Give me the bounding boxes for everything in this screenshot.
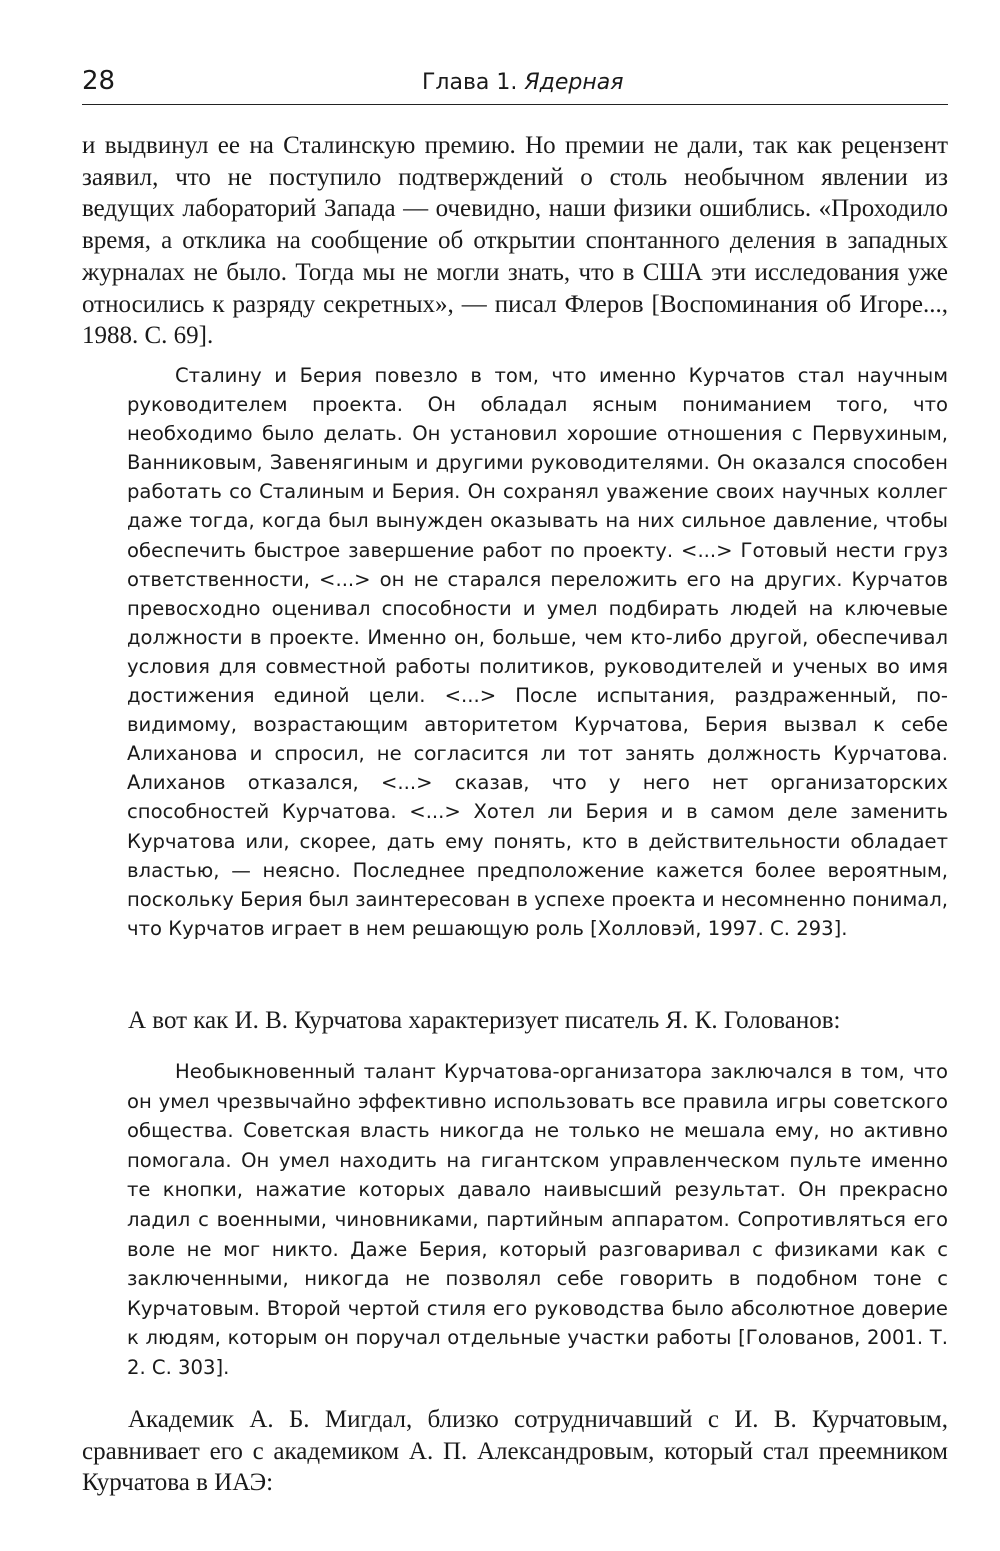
page-number: 28 xyxy=(82,66,116,96)
block-quote-golovanov: Необыкновенный талант Курчатова-организатора заключался в том, что он умел чрезвычайно эффективно использовать все правила игры советского общества. Советская власть никогда не только не мешала ему, но активно помогала. Он умел находить на гигантском управленческом пульте именно те кнопки, нажатие которых давало наивысший результат. Он прекрасно ладил с военными, чиновниками, партийным аппаратом. Сопротивляться его воле не мог никто. Даже Берия, который разговаривал с физиками как с заключенными, никогда не позволял себе говорить в подобном тоне с Курчатовым. Второй чертой стиля его руководства было абсолютное доверие к людям, которым он поручал отдельные участки работы [Голованов, 2001. Т. 2. С. 303]. xyxy=(127,1060,948,1379)
block-quote-holloway: Сталину и Берия повезло в том, что именно Курчатов стал научным руководителем проекта. Он обладал ясным пониманием того, что необходимо было делать. Он установил хорошие отношения с Первухиным, Ванниковым, Завенягиным и другими руководителями. Он оказался способен работать со Сталиным и Берия. Он сохранял уважение своих научных коллег даже тогда, когда был вынужден оказывать на них сильное давление, чтобы обеспечить быстрое завершение работ по проекту. <...> Готовый нести груз ответственности, <...> он не старался переложить его на других. Курчатов превосходно оценивал способности и умел подбирать людей на ключевые должности в проекте. Именно он, больше, чем кто-либо другой, обеспечивал условия для совместной работы политиков, руководителей и ученых во имя достижения единой цели. <...> После испытания, раздраженный, по-видимому, возрастающим авторитетом Курчатова, Берия вызвал к себе Алиханова и спросил, не согласится ли тот занять должность Курчатова. Алиханов отказался, <...> сказав, что у него нет организаторских способностей Курчатова. <...> Хотел ли Берия и в самом деле заменить Курчатова или, скорее, дать ему понять, кто в действительности обладает властью, — неясно. Последнее предположение кажется более вероятным, поскольку Берия был заинтересован в успехе проекта и несомненно понимал, что Курчатов играет в нем решающую роль [Холловэй, 1997. С. 293]. xyxy=(127,364,949,940)
paragraph-2: А вот как И. В. Курчатова характеризует писатель Я. К. Голованов: xyxy=(128,1007,841,1034)
running-header xyxy=(82,64,948,105)
paragraph-3: Академик А. Б. Мигдал, близко сотрудничавший с И. В. Курчатовым, сравнивает его с академиком А. П. Александровым, который стал преемником Курчатова в ИАЭ: xyxy=(82,1406,948,1497)
chapter-title: Ядерная xyxy=(524,70,624,95)
running-head xyxy=(422,70,624,95)
paragraph-1: и выдвинул ее на Сталинскую премию. Но премии не дали, так как рецензент заявил, что не поступило подтверждений о столь необычном явлении из ведущих лабораторий Запада — очевидно, наши физики ошиблись. «Проходило время, а отклика на сообщение об открытии спонтанного деления в западных журналах не было. Тогда мы не могли знать, что в США эти исследования уже относились к разряду секретных», — писал Флеров [Воспоминания об Игоре..., 1988. С. 69]. xyxy=(82,132,948,350)
chapter-label: Глава 1. xyxy=(422,70,518,95)
